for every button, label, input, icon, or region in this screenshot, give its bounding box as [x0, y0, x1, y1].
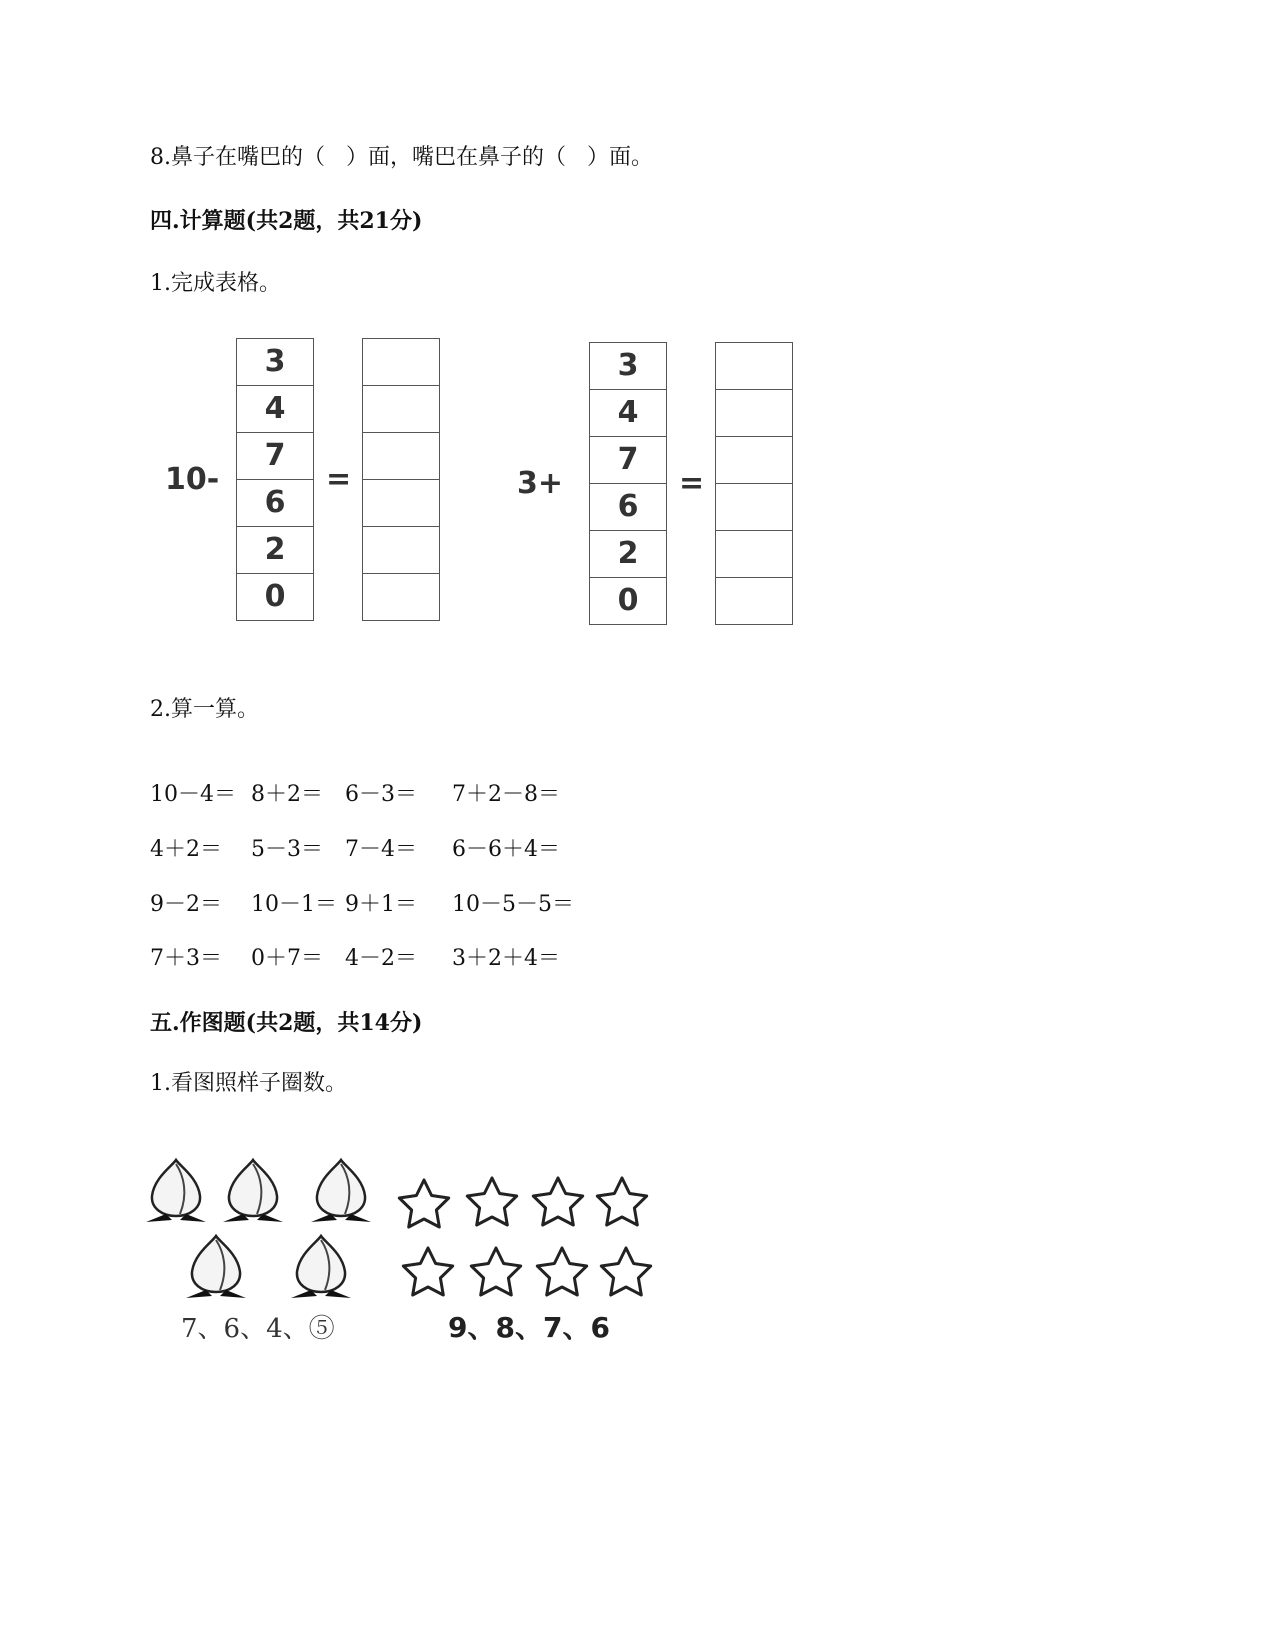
calc-expression: 9＋1＝ [345, 892, 417, 917]
calc-expression: 6－3＝ [345, 782, 417, 807]
calc-expression: 10－1＝ [251, 892, 337, 917]
calc-expression: 3＋2＋4＝ [452, 946, 560, 971]
question-8: 8.鼻子在嘴巴的（ ）面，嘴巴在鼻子的（ ）面。 [150, 145, 653, 170]
peach-icon [291, 1236, 351, 1298]
calc-expression: 4＋2＝ [150, 837, 222, 862]
star-number-options: 9、8、7、6 [448, 1311, 610, 1344]
table-value-cell: 0 [236, 573, 314, 621]
table-value-cell: 3 [236, 338, 314, 386]
question-4-2: 2.算一算。 [150, 697, 259, 722]
answer-blank-cell[interactable] [362, 432, 440, 480]
calc-expression: 10－4＝ [150, 782, 236, 807]
star-outline-icon [399, 1180, 448, 1227]
peach-picture [143, 1150, 371, 1342]
table-value-cell: 3 [589, 342, 667, 390]
star-outline-icon [467, 1178, 516, 1225]
answer-blank-cell[interactable] [362, 338, 440, 386]
table-value-cell: 4 [589, 389, 667, 437]
answer-blank-cell[interactable] [715, 577, 793, 625]
left-operator: 10- [165, 462, 220, 497]
star-outline-icon [597, 1178, 646, 1225]
table-value-cell: 4 [236, 385, 314, 433]
question-4-1: 1.完成表格。 [150, 271, 281, 296]
peach-icon [223, 1160, 283, 1222]
calc-expression: 9－2＝ [150, 892, 222, 917]
table-value-cell: 6 [236, 479, 314, 527]
calc-expression: 5－3＝ [251, 837, 323, 862]
calc-expression: 7－4＝ [345, 837, 417, 862]
answer-blank-cell[interactable] [715, 342, 793, 390]
star-drawings [390, 1172, 660, 1302]
answer-blank-cell[interactable] [715, 436, 793, 484]
calc-expression: 10－5－5＝ [452, 892, 574, 917]
answer-blank-cell[interactable] [715, 389, 793, 437]
table-value-cell: 6 [589, 483, 667, 531]
section-5-title: 五.作图题(共2题，共14分) [150, 1010, 423, 1036]
star-picture [390, 1172, 660, 1347]
calc-expression: 0＋7＝ [251, 946, 323, 971]
calc-expression: 4－2＝ [345, 946, 417, 971]
answer-blank-cell[interactable] [362, 385, 440, 433]
calc-expression: 8＋2＝ [251, 782, 323, 807]
calc-expression: 7＋3＝ [150, 946, 222, 971]
calc-expression: 6－6＋4＝ [452, 837, 560, 862]
table-value-cell: 2 [236, 526, 314, 574]
left-equals: = [326, 462, 352, 497]
star-outline-icon [533, 1178, 582, 1225]
right-equals: = [679, 466, 705, 501]
answer-blank-cell[interactable] [362, 573, 440, 621]
right-operator: 3+ [517, 466, 564, 501]
calc-expression: 7＋2－8＝ [452, 782, 560, 807]
answer-blank-cell[interactable] [715, 530, 793, 578]
question-5-1: 1.看图照样子圈数。 [150, 1071, 347, 1096]
peach-icon [186, 1236, 246, 1298]
answer-blank-cell[interactable] [362, 526, 440, 574]
star-outline-icon [403, 1248, 452, 1295]
answer-blank-cell[interactable] [715, 483, 793, 531]
table-value-cell: 7 [236, 432, 314, 480]
table-value-cell: 0 [589, 577, 667, 625]
star-outline-icon [537, 1248, 586, 1295]
table-value-cell: 7 [589, 436, 667, 484]
star-outline-icon [601, 1248, 650, 1295]
star-outline-icon [471, 1248, 520, 1295]
table-value-cell: 2 [589, 530, 667, 578]
answer-blank-cell[interactable] [362, 479, 440, 527]
peach-number-options: 7、6、4、⑤ [181, 1314, 335, 1344]
section-4-title: 四.计算题(共2题，共21分) [150, 208, 423, 234]
peach-icon [311, 1160, 371, 1222]
peach-icon [146, 1160, 206, 1222]
